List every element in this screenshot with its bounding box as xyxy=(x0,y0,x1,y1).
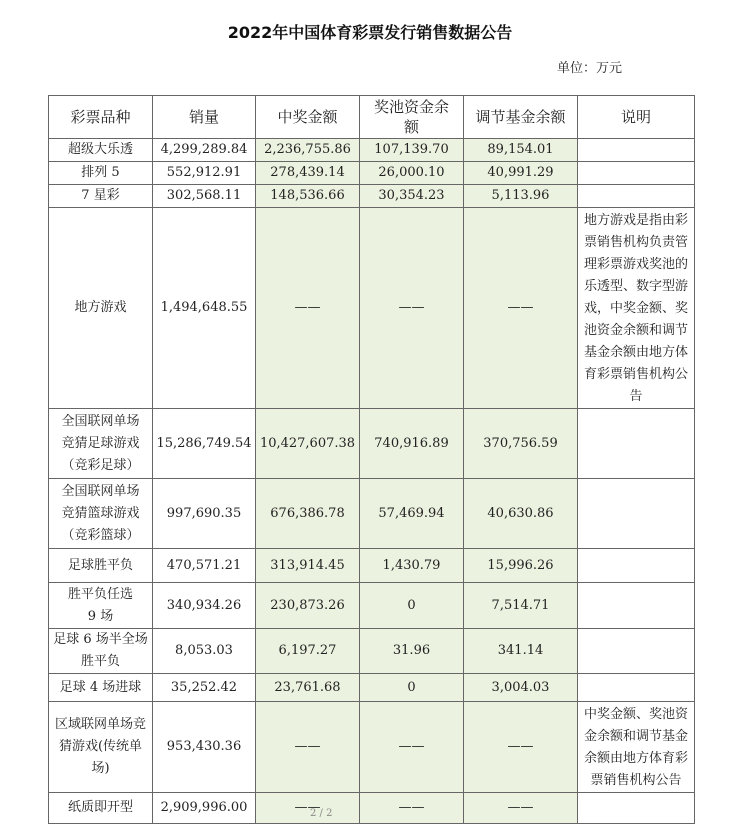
row-fund: 89,154.01 xyxy=(464,139,578,162)
row-prize: 676,386.78 xyxy=(256,479,360,549)
row-name: 全国联网单场竞猜篮球游戏（竞彩篮球） xyxy=(49,479,153,549)
table-row xyxy=(49,139,695,162)
row-name: 全国联网单场竞猜足球游戏（竞彩足球） xyxy=(49,409,153,479)
row-fund: —— xyxy=(464,208,578,409)
header-sales: 销量 xyxy=(153,96,256,139)
row-fund: 370,756.59 xyxy=(464,409,578,479)
row-pool: —— xyxy=(360,793,464,824)
row-note xyxy=(578,549,695,583)
header-variety: 彩票品种 xyxy=(49,96,153,139)
row-name: 排列 5 xyxy=(49,162,153,185)
row-note xyxy=(578,479,695,549)
header-pool: 奖池资金余额 xyxy=(360,96,464,139)
row-note xyxy=(578,583,695,629)
page-title: 2022年中国体育彩票发行销售数据公告 xyxy=(227,23,513,42)
row-prize: 2,236,755.86 xyxy=(256,139,360,162)
table-row xyxy=(49,185,695,208)
row-sales: 953,430.36 xyxy=(153,702,256,793)
row-prize: 313,914.45 xyxy=(256,549,360,583)
row-sales: 35,252.42 xyxy=(153,674,256,702)
row-note xyxy=(578,793,695,824)
row-prize: 230,873.26 xyxy=(256,583,360,629)
row-name: 足球 6 场半全场胜平负 xyxy=(49,629,153,674)
table-row xyxy=(49,674,695,702)
row-pool: 1,430.79 xyxy=(360,549,464,583)
row-pool: —— xyxy=(360,702,464,793)
row-note: 中奖金额、奖池资金余额和调节基金余额由地方体育彩票销售机构公告 xyxy=(578,702,695,793)
row-prize: 278,439.14 xyxy=(256,162,360,185)
header-fund: 调节基金余额 xyxy=(464,96,578,139)
table-row xyxy=(49,702,695,793)
row-note xyxy=(578,629,695,674)
table-row xyxy=(49,409,695,479)
table-row xyxy=(49,793,695,824)
row-name: 地方游戏 xyxy=(49,208,153,409)
row-sales: 997,690.35 xyxy=(153,479,256,549)
row-fund: 15,996.26 xyxy=(464,549,578,583)
row-sales: 302,568.11 xyxy=(153,185,256,208)
row-pool: 107,139.70 xyxy=(360,139,464,162)
row-pool: 30,354.23 xyxy=(360,185,464,208)
row-name: 胜平负任选 9 场 xyxy=(49,583,153,629)
row-fund: 40,630.86 xyxy=(464,479,578,549)
row-sales: 8,053.03 xyxy=(153,629,256,674)
table-header-row xyxy=(49,96,695,139)
row-sales: 552,912.91 xyxy=(153,162,256,185)
row-sales: 470,571.21 xyxy=(153,549,256,583)
sales-table xyxy=(48,95,695,824)
row-prize: 10,427,607.38 xyxy=(256,409,360,479)
row-pool: 0 xyxy=(360,583,464,629)
unit-label: 单位：万元 xyxy=(556,61,622,76)
row-note xyxy=(578,185,695,208)
row-prize: —— xyxy=(256,793,360,824)
row-pool: 0 xyxy=(360,674,464,702)
row-name: 区域联网单场竞猜游戏(传统单场) xyxy=(49,702,153,793)
row-fund: 3,004.03 xyxy=(464,674,578,702)
row-sales: 2,909,996.00 xyxy=(153,793,256,824)
row-pool: 26,000.10 xyxy=(360,162,464,185)
row-note xyxy=(578,162,695,185)
row-note xyxy=(578,674,695,702)
row-pool: —— xyxy=(360,208,464,409)
row-pool: 31.96 xyxy=(360,629,464,674)
row-fund: 5,113.96 xyxy=(464,185,578,208)
row-pool: 740,916.89 xyxy=(360,409,464,479)
row-name: 7 星彩 xyxy=(49,185,153,208)
row-sales: 1,494,648.55 xyxy=(153,208,256,409)
row-pool: 57,469.94 xyxy=(360,479,464,549)
table-row xyxy=(49,583,695,629)
table-row xyxy=(49,549,695,583)
row-prize: 6,197.27 xyxy=(256,629,360,674)
table-row xyxy=(49,208,695,409)
table-row xyxy=(49,479,695,549)
row-note xyxy=(578,409,695,479)
page-footer: 2 / 2 xyxy=(310,808,333,819)
row-sales: 4,299,289.84 xyxy=(153,139,256,162)
row-name: 超级大乐透 xyxy=(49,139,153,162)
row-fund: —— xyxy=(464,793,578,824)
row-fund: 341.14 xyxy=(464,629,578,674)
row-prize: —— xyxy=(256,208,360,409)
table-row xyxy=(49,162,695,185)
row-prize: 148,536.66 xyxy=(256,185,360,208)
row-fund: 40,991.29 xyxy=(464,162,578,185)
row-name: 纸质即开型 xyxy=(49,793,153,824)
row-note xyxy=(578,139,695,162)
row-fund: 7,514.71 xyxy=(464,583,578,629)
row-prize: 23,761.68 xyxy=(256,674,360,702)
row-sales: 340,934.26 xyxy=(153,583,256,629)
row-prize: —— xyxy=(256,702,360,793)
row-name: 足球胜平负 xyxy=(49,549,153,583)
row-note: 地方游戏是指由彩票销售机构负责管理彩票游戏奖池的乐透型、数字型游戏，中奖金额、奖池资金余额和调节基金余额由地方体育彩票销售机构公告 xyxy=(578,208,695,409)
row-name: 足球 4 场进球 xyxy=(49,674,153,702)
header-prize: 中奖金额 xyxy=(256,96,360,139)
row-sales: 15,286,749.54 xyxy=(153,409,256,479)
row-fund: —— xyxy=(464,702,578,793)
header-note: 说明 xyxy=(578,96,695,139)
table-row xyxy=(49,629,695,674)
